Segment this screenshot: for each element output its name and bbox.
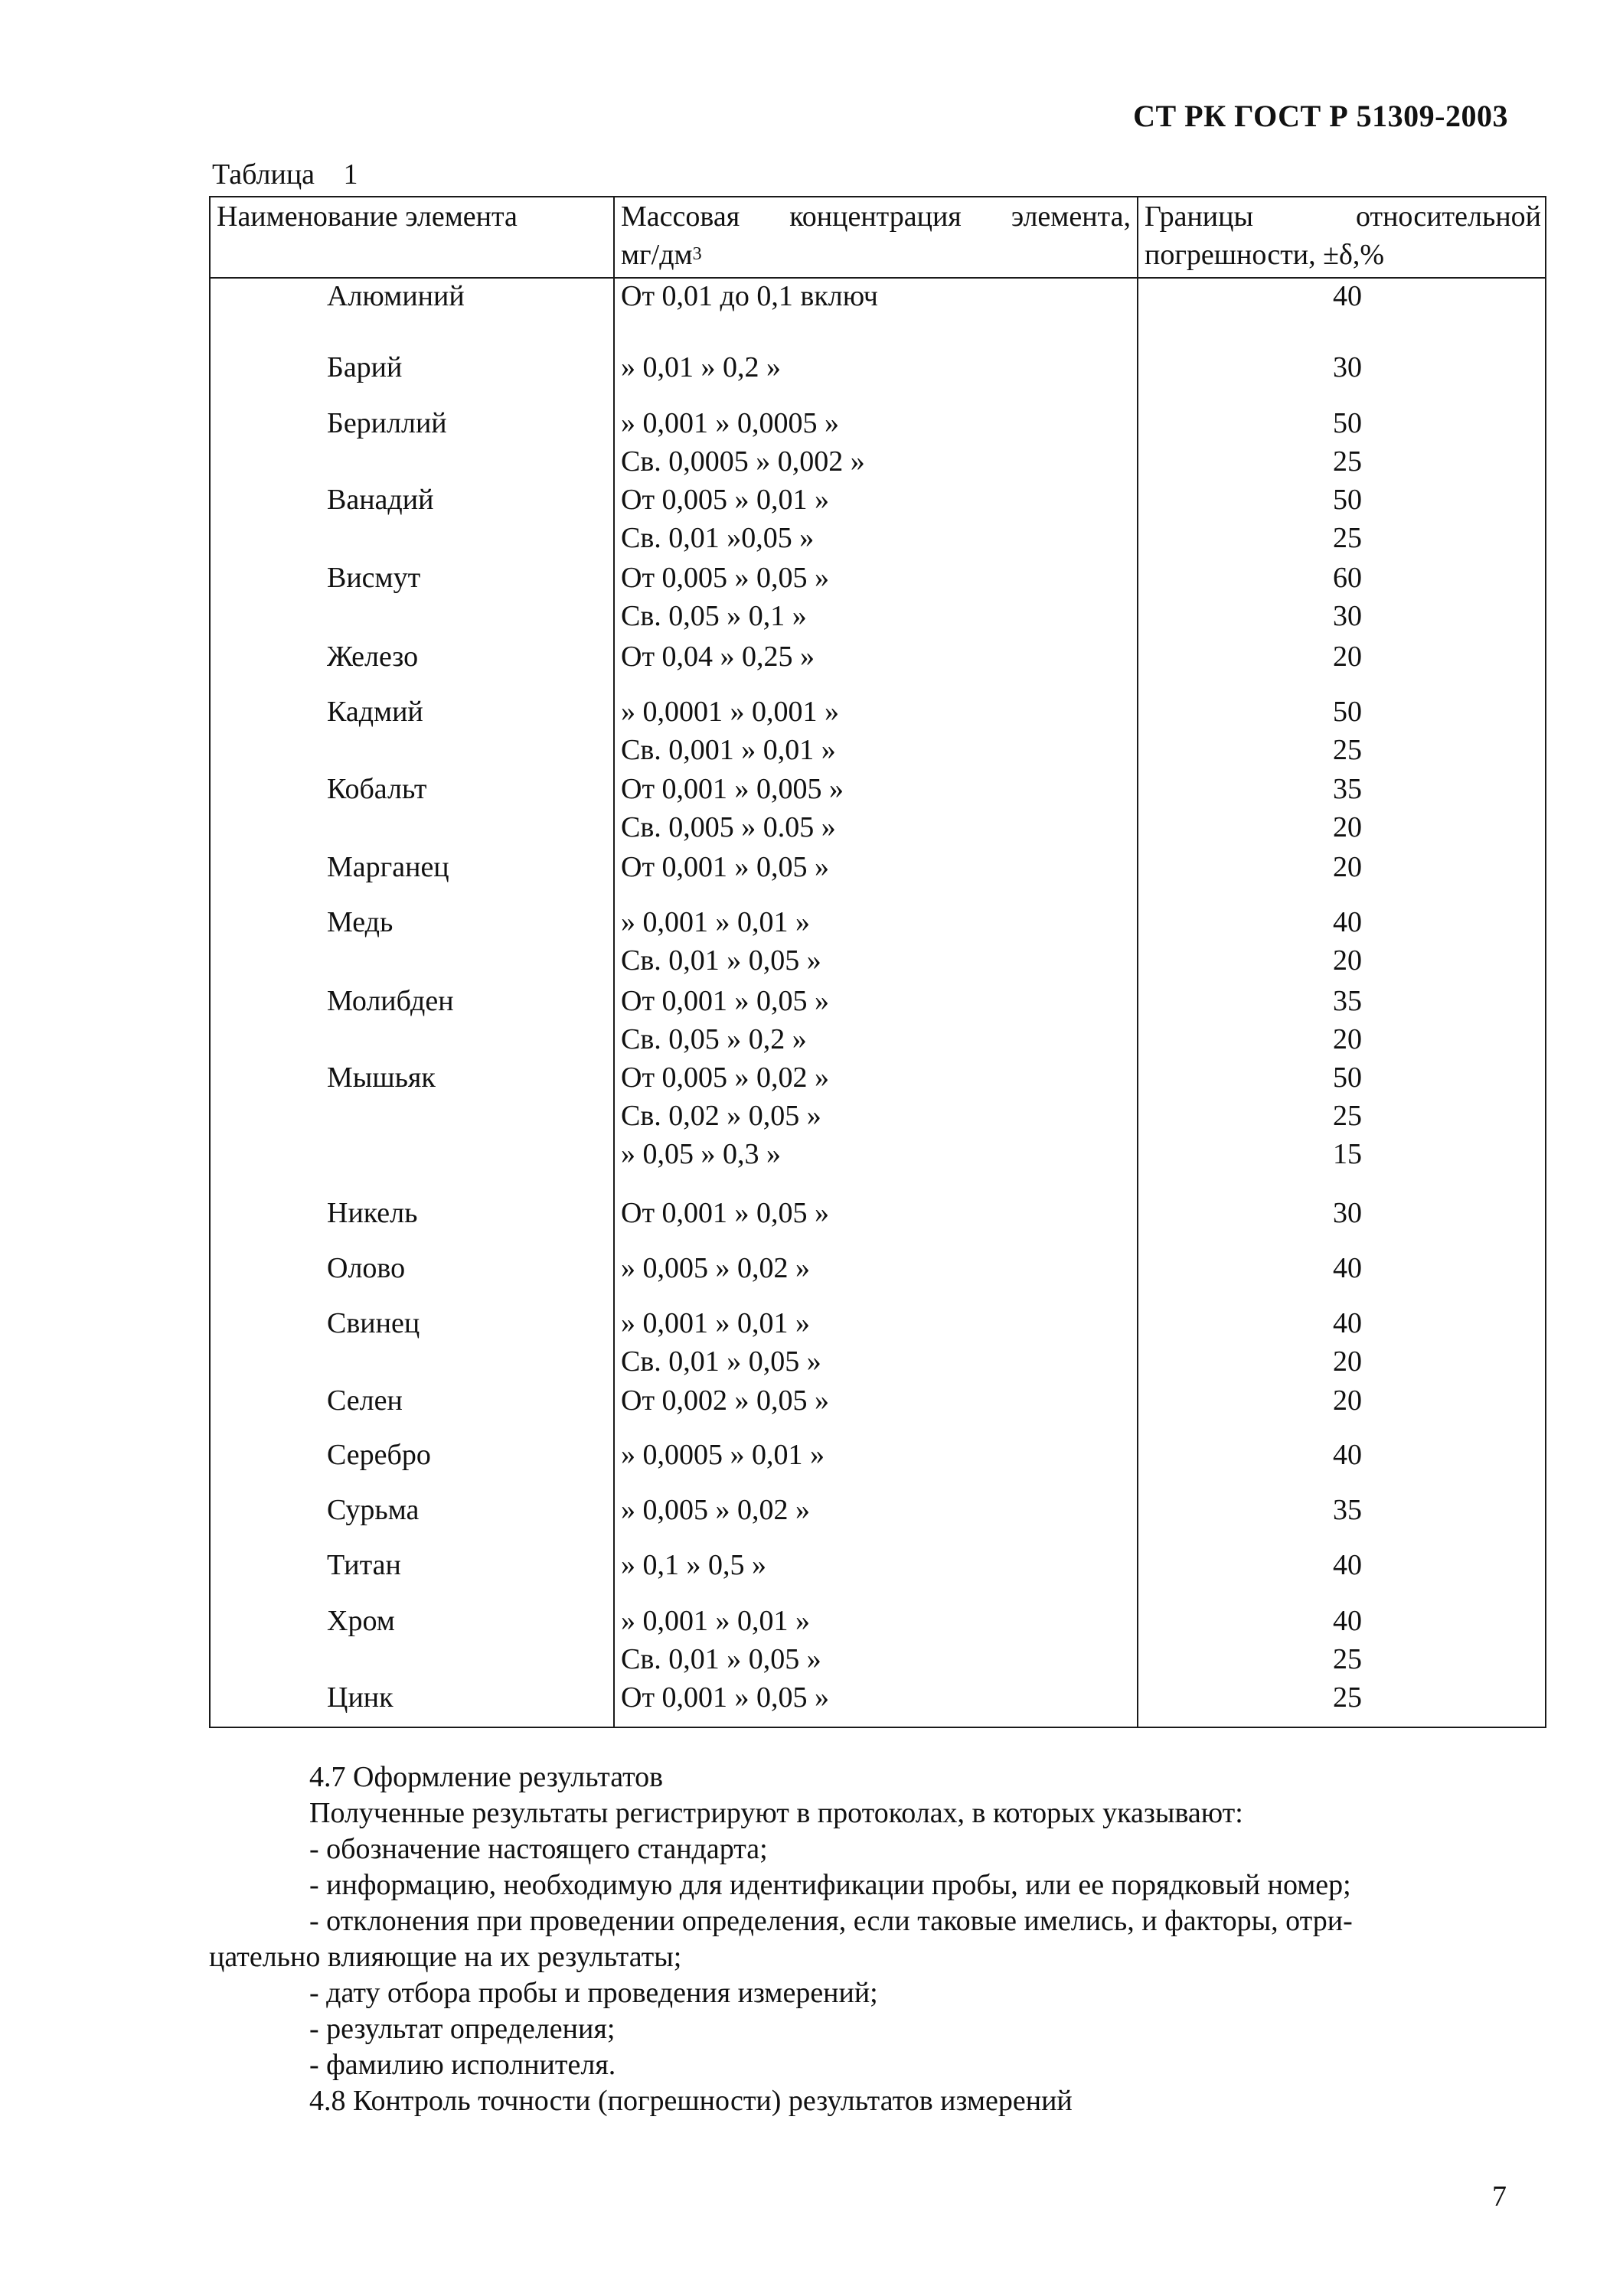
element-name-cell: Алюминий	[327, 280, 465, 312]
concentration-range-row	[0, 519, 1623, 557]
element-name-cell: Молибден	[327, 985, 454, 1017]
concentration-range-cell: От 0,002 » 0,05 »	[621, 1384, 830, 1417]
relative-error-cell: 50	[1333, 484, 1362, 516]
concentration-range-row	[0, 1381, 1623, 1420]
element-name-cell: Бериллий	[327, 407, 447, 439]
element-name-cell: Кобальт	[327, 773, 427, 805]
relative-error-cell: 40	[1333, 280, 1362, 312]
concentration-range-row	[0, 559, 1623, 597]
relative-error-cell: 35	[1333, 1494, 1362, 1526]
concentration-range-cell: » 0,001 » 0,01 »	[621, 1605, 810, 1637]
concentration-range-row	[0, 731, 1623, 769]
concentration-range-cell: Св. 0,001 » 0,01 »	[621, 734, 836, 766]
concentration-range-row	[0, 770, 1623, 808]
concentration-range-cell: От 0,005 » 0,02 »	[621, 1062, 830, 1094]
relative-error-cell: 30	[1333, 1197, 1362, 1229]
concentration-range-row	[0, 1491, 1623, 1529]
relative-error-cell: 25	[1333, 1100, 1362, 1132]
concentration-range-cell: » 0,05 » 0,3 »	[621, 1138, 781, 1170]
element-name-cell: Селен	[327, 1384, 403, 1417]
element-name-cell: Кадмий	[327, 696, 423, 728]
concentration-range-cell: » 0,001 » 0,01 »	[621, 1307, 810, 1339]
header-concentration-unit: мг/дм	[621, 239, 693, 271]
concentration-range-cell: Св. 0,01 » 0,05 »	[621, 1345, 821, 1378]
relative-error-cell: 25	[1333, 734, 1362, 766]
concentration-range-row	[0, 442, 1623, 481]
element-name-cell: Цинк	[327, 1681, 394, 1714]
page-number: 7	[1492, 2180, 1507, 2213]
concentration-range-row	[0, 1020, 1623, 1058]
concentration-range-row	[0, 1249, 1623, 1287]
element-name-cell: Мышьяк	[327, 1062, 436, 1094]
relative-error-cell: 40	[1333, 906, 1362, 938]
relative-error-cell: 60	[1333, 562, 1362, 594]
element-name-cell: Висмут	[327, 562, 421, 594]
table-caption-number: 1	[343, 158, 358, 191]
element-name-cell: Медь	[327, 906, 394, 938]
concentration-range-row	[0, 404, 1623, 442]
header-error-line2: погрешности, ±δ,%	[1145, 239, 1385, 271]
concentration-range-cell: Св. 0,005 » 0.05 »	[621, 811, 836, 843]
concentration-range-cell: От 0,001 » 0,05 »	[621, 851, 830, 883]
concentration-range-cell: От 0,001 » 0,005 »	[621, 773, 844, 805]
concentration-range-row	[0, 848, 1623, 886]
relative-error-cell: 20	[1333, 641, 1362, 673]
concentration-range-row	[0, 1097, 1623, 1135]
concentration-range-cell: Св. 0,01 »0,05 »	[621, 522, 815, 554]
concentration-range-row	[0, 1602, 1623, 1640]
concentration-range-cell: » 0,0001 » 0,001 »	[621, 696, 839, 728]
concentration-range-row	[0, 903, 1623, 941]
relative-error-cell: 30	[1333, 600, 1362, 632]
concentration-range-cell: Св. 0,02 » 0,05 »	[621, 1100, 821, 1132]
concentration-range-row	[0, 982, 1623, 1020]
relative-error-cell: 20	[1333, 1345, 1362, 1378]
concentration-range-row	[0, 348, 1623, 386]
relative-error-cell: 40	[1333, 1605, 1362, 1637]
concentration-range-cell: Св. 0,0005 » 0,002 »	[621, 445, 865, 478]
concentration-range-row	[0, 941, 1623, 980]
relative-error-cell: 50	[1333, 407, 1362, 439]
concentration-range-cell: От 0,01 до 0,1 включ	[621, 280, 878, 312]
results-list-item: - результат определения;	[309, 2013, 616, 2045]
concentration-range-cell: » 0,001 » 0,0005 »	[621, 407, 839, 439]
concentration-range-row	[0, 1058, 1623, 1097]
element-name-cell: Ванадий	[327, 484, 434, 516]
concentration-range-cell: Св. 0,01 » 0,05 »	[621, 944, 821, 977]
concentration-range-cell: Св. 0,05 » 0,2 »	[621, 1023, 807, 1055]
concentration-range-cell: Св. 0,05 » 0,1 »	[621, 600, 807, 632]
concentration-range-cell: Св. 0,01 » 0,05 »	[621, 1643, 821, 1675]
relative-error-cell: 50	[1333, 696, 1362, 728]
concentration-range-cell: » 0,0005 » 0,01 »	[621, 1439, 825, 1471]
element-name-cell: Сурьма	[327, 1494, 420, 1526]
relative-error-cell: 20	[1333, 1023, 1362, 1055]
relative-error-cell: 25	[1333, 1643, 1362, 1675]
relative-error-cell: 40	[1333, 1439, 1362, 1471]
relative-error-cell: 20	[1333, 811, 1362, 843]
relative-error-cell: 25	[1333, 522, 1362, 554]
concentration-range-row	[0, 597, 1623, 635]
header-concentration-word: элемента,	[1011, 201, 1131, 233]
results-list-item-continuation: цательно влияющие на их результаты;	[209, 1941, 682, 1973]
document-code: СТ РК ГОСТ Р 51309-2003	[1133, 99, 1508, 133]
header-element-name: Наименование элемента	[217, 201, 518, 233]
relative-error-cell: 35	[1333, 773, 1362, 805]
relative-error-cell: 20	[1333, 944, 1362, 977]
relative-error-cell: 20	[1333, 851, 1362, 883]
results-list-item: - фамилию исполнителя.	[309, 2049, 616, 2081]
concentration-range-row	[0, 1194, 1623, 1232]
concentration-range-row	[0, 481, 1623, 519]
concentration-range-row	[0, 1342, 1623, 1381]
concentration-range-row	[0, 1640, 1623, 1678]
header-error-word: относительной	[1355, 201, 1541, 233]
concentration-range-cell: От 0,005 » 0,05 »	[621, 562, 830, 594]
element-name-cell: Олово	[327, 1252, 406, 1284]
element-name-cell: Барий	[327, 351, 403, 383]
concentration-range-row	[0, 1678, 1623, 1717]
concentration-range-row	[0, 638, 1623, 676]
element-name-cell: Хром	[327, 1605, 395, 1637]
results-list-item: - дату отбора пробы и проведения измерений;	[309, 1977, 878, 2009]
concentration-range-cell: » 0,005 » 0,02 »	[621, 1252, 810, 1284]
results-intro: Полученные результаты регистрируют в протоколах, в которых указывают:	[309, 1797, 1243, 1829]
header-concentration-word: концентрация	[789, 201, 962, 233]
concentration-range-cell: От 0,001 » 0,05 »	[621, 1681, 830, 1714]
element-name-cell: Марганец	[327, 851, 449, 883]
concentration-range-cell: От 0,04 » 0,25 »	[621, 641, 815, 673]
concentration-range-cell: От 0,005 » 0,01 »	[621, 484, 830, 516]
concentration-range-row	[0, 693, 1623, 731]
concentration-range-row	[0, 1546, 1623, 1584]
concentration-range-cell: » 0,01 » 0,2 »	[621, 351, 781, 383]
results-list-item: - отклонения при проведении определения, если таковые имелись, и факторы, отри-	[309, 1905, 1353, 1937]
concentration-range-cell: От 0,001 » 0,05 »	[621, 1197, 830, 1229]
concentration-range-cell: » 0,1 » 0,5 »	[621, 1549, 766, 1581]
section-4-7-title: 4.7 Оформление результатов	[309, 1761, 664, 1793]
relative-error-cell: 35	[1333, 985, 1362, 1017]
element-name-cell: Никель	[327, 1197, 418, 1229]
element-name-cell: Свинец	[327, 1307, 420, 1339]
concentration-range-row	[0, 277, 1623, 315]
header-concentration-word: Массовая	[621, 201, 740, 233]
relative-error-cell: 30	[1333, 351, 1362, 383]
concentration-range-row	[0, 808, 1623, 846]
header-error-word: Границы	[1145, 201, 1253, 233]
header-concentration-unit-exponent: 3	[692, 244, 702, 264]
element-name-cell: Железо	[327, 641, 419, 673]
relative-error-cell: 40	[1333, 1307, 1362, 1339]
concentration-range-cell: » 0,001 » 0,01 »	[621, 906, 810, 938]
relative-error-cell: 25	[1333, 445, 1362, 478]
relative-error-cell: 15	[1333, 1138, 1362, 1170]
concentration-range-cell: » 0,005 » 0,02 »	[621, 1494, 810, 1526]
relative-error-cell: 25	[1333, 1681, 1362, 1714]
relative-error-cell: 50	[1333, 1062, 1362, 1094]
table-caption-label: Таблица	[212, 158, 315, 191]
section-4-8-title: 4.8 Контроль точности (погрешности) результатов измерений	[309, 2085, 1073, 2117]
element-name-cell: Серебро	[327, 1439, 431, 1471]
concentration-range-row	[0, 1436, 1623, 1474]
results-list-item: - обозначение настоящего стандарта;	[309, 1833, 768, 1865]
element-name-cell: Титан	[327, 1549, 401, 1581]
concentration-range-cell: От 0,001 » 0,05 »	[621, 985, 830, 1017]
concentration-range-row	[0, 1135, 1623, 1173]
concentration-range-row	[0, 1304, 1623, 1342]
results-list-item: - информацию, необходимую для идентификации пробы, или ее порядковый номер;	[309, 1869, 1351, 1901]
relative-error-cell: 20	[1333, 1384, 1362, 1417]
relative-error-cell: 40	[1333, 1549, 1362, 1581]
relative-error-cell: 40	[1333, 1252, 1362, 1284]
